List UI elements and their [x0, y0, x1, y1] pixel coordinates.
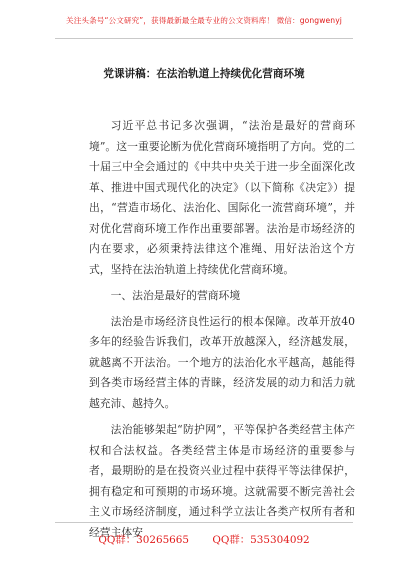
paragraph-2: 法治能够架起“防护网”，平等保护各类经营主体产权和合法权益。各类经营主体是市场经济的重要参与者，最期盼的是在投资兴业过程中获得平等法律保护，拥有稳定和可预期的市场环境。这就需要不断完善社会主义市场经济制度，通过科学立法让各类产权所有者和经营主体安	[89, 423, 355, 539]
document-body	[89, 116, 355, 549]
section-heading: 一、法治是最好的营商环境	[110, 289, 241, 302]
footer-qq-group-2: QQ群：535304092	[212, 534, 310, 546]
header-banner: 关注头条号“公文研究”，获得最新最全最专业的公文资料库！ 微信：gongwenyj	[66, 16, 342, 25]
footer	[0, 531, 408, 546]
footer-divider	[55, 522, 353, 523]
paragraph-1: 法治是市场经济良性运行的根本保障。改革开放40多年的经验告诉我们，改革开放越深入，经济越发展，就越离不开法治。一个地方的法治化水平越高，越能得到各类市场经营主体的青睐，经济发展的动力和活力就越充沛、越持久。	[89, 314, 355, 410]
page-title: 党课讲稿：在法治轨道上持续优化营商环境	[103, 68, 305, 80]
paragraph-intro: 习近平总书记多次强调，“法治是最好的营商环境”。这一重要论断为优化营商环境指明了方向。党的二十届三中全会通过的《中共中央关于进一步全面深化改革、推进中国式现代化的决定》（以下简称《决定》）提出，“营造市场化、法治化、国际化一流营商环境”，并对优化营商环境工作作出重要部署。法治是市场经济的内在要求，必须秉持法律这个准绳、用好法治这个方式，坚持在法治轨道上持续优化营商环境。	[89, 119, 355, 276]
header-divider	[55, 38, 353, 39]
footer-qq-group-1: QQ群：30265665	[98, 534, 190, 546]
